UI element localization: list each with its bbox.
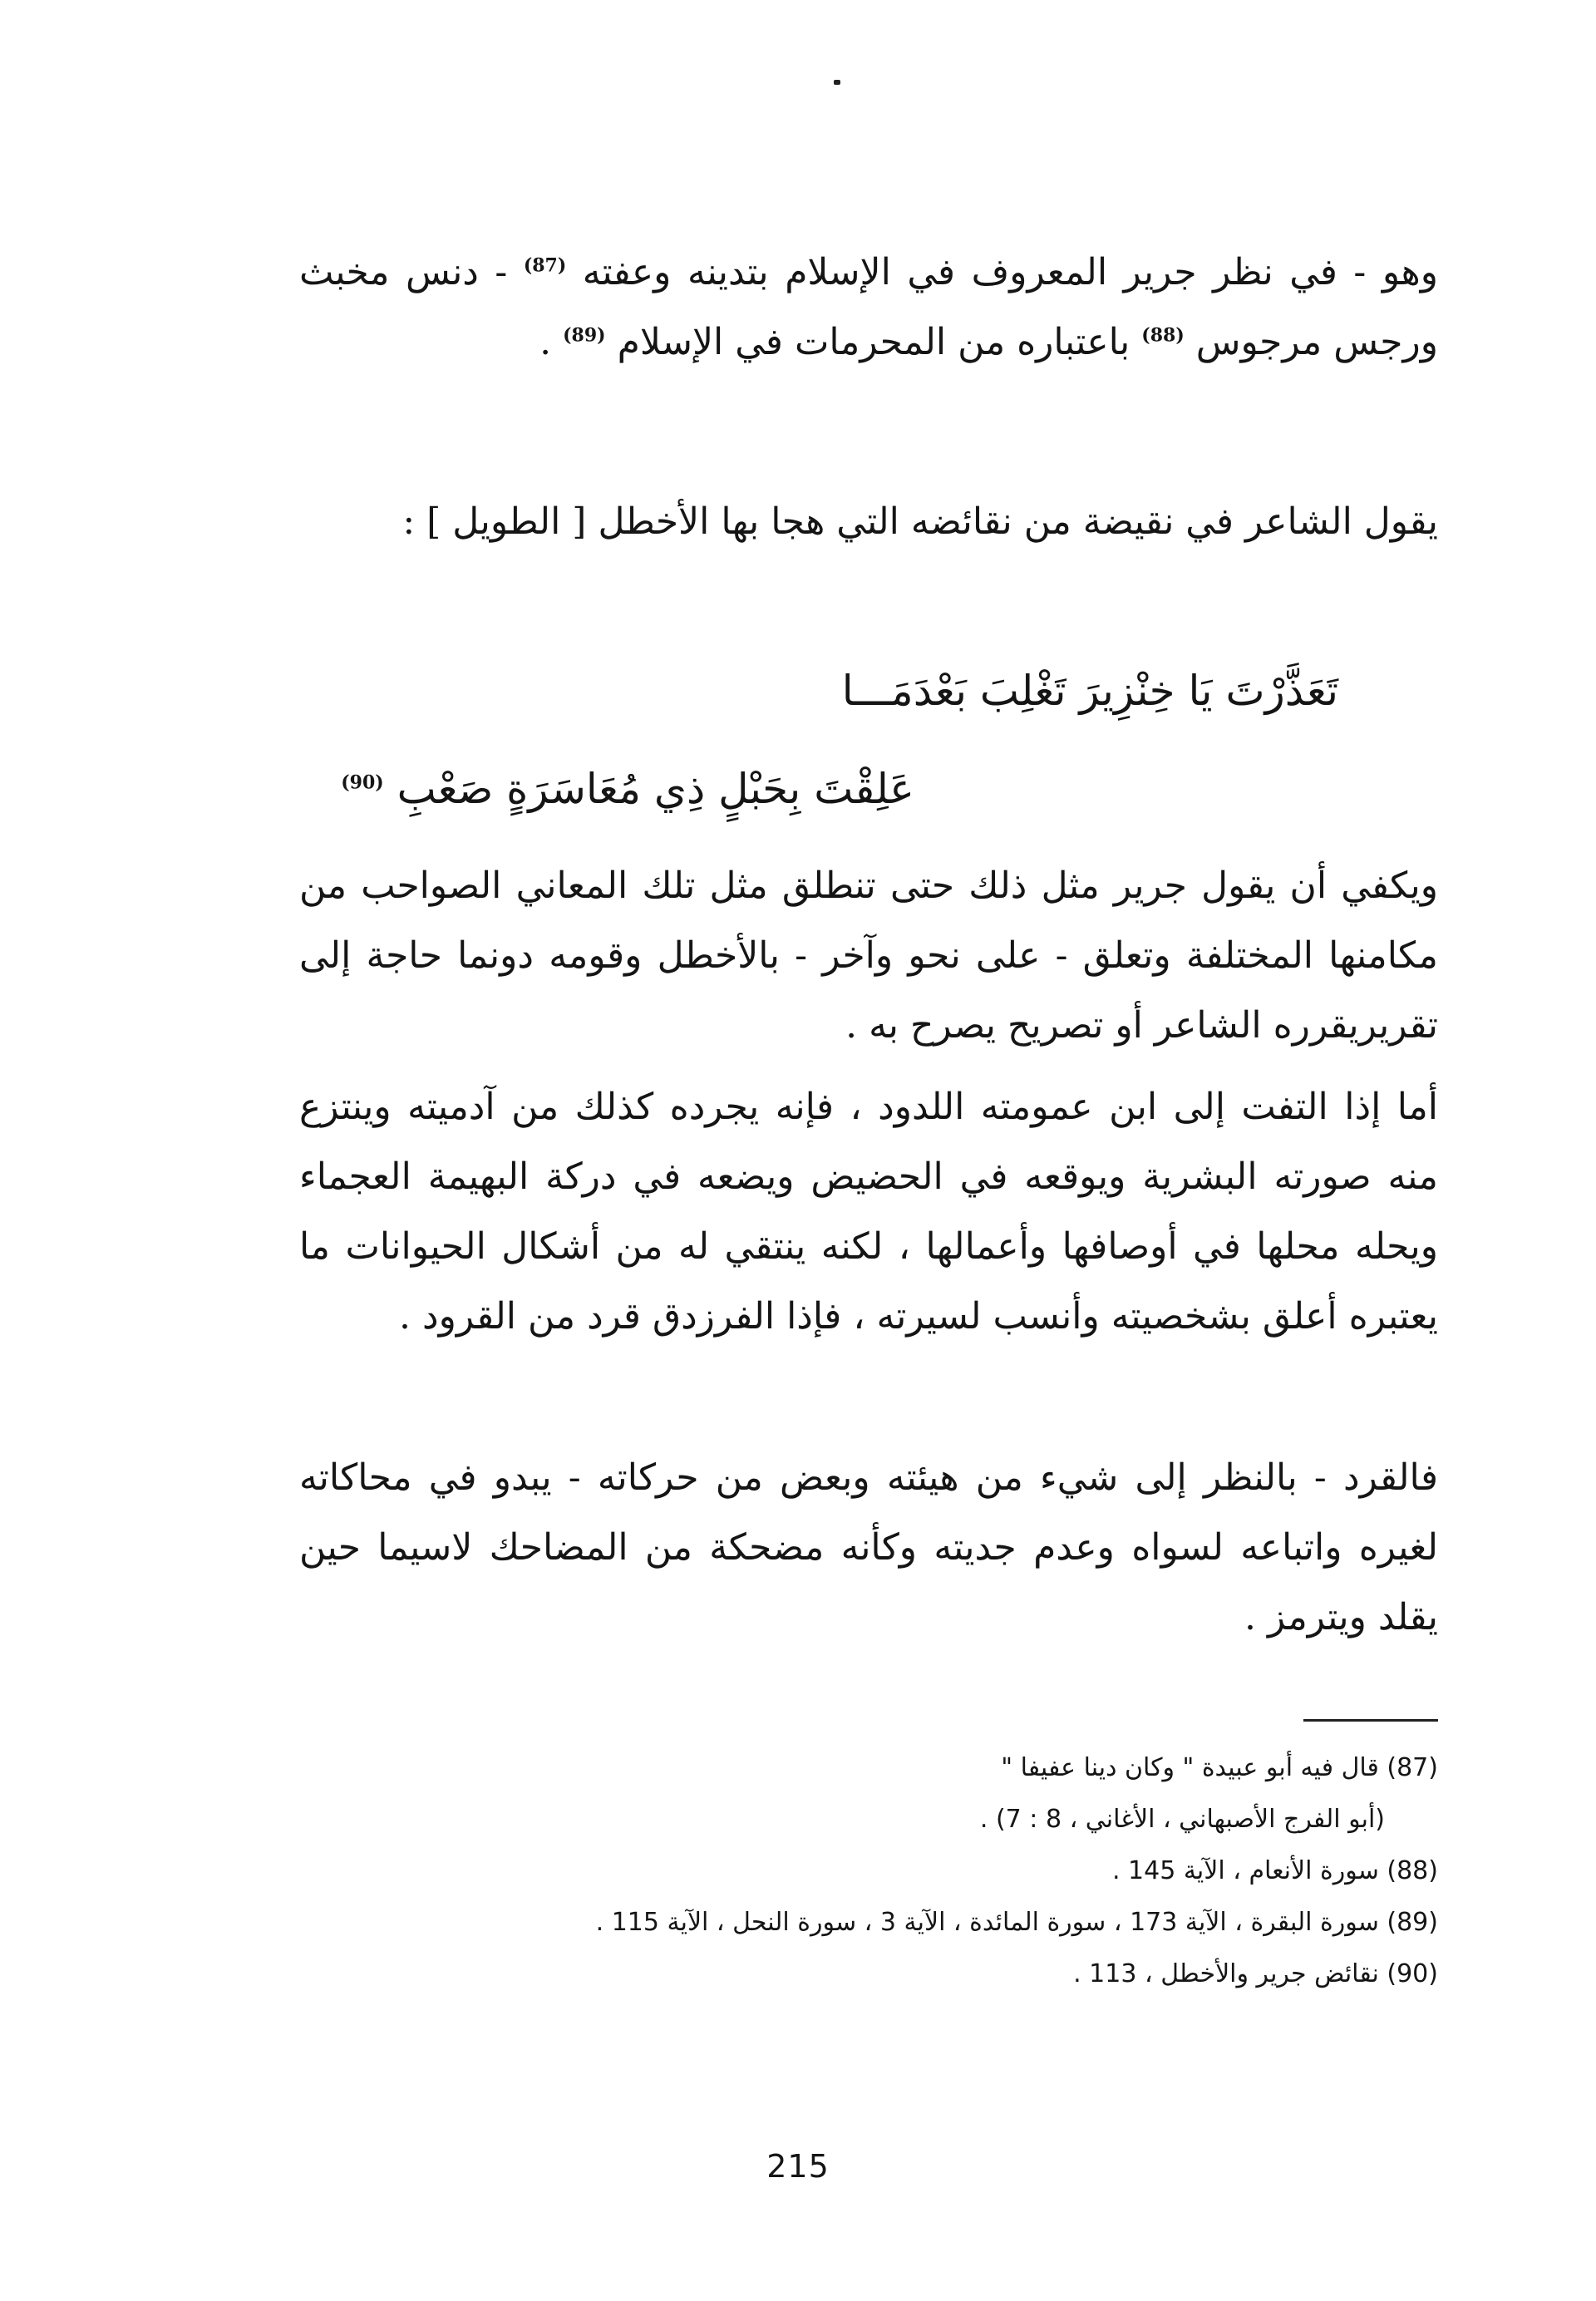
paragraph-4-text: أما إذا التفت إلى ابن عمومته اللدود ، فإنه يجرده كذلك من آدميته وينتزع منه صورته البشرية ويوقعه في الحضيض ويضعه في دركة البهيمة العجماء ويحله محلها في أوصافها وأعمالها ، لكنه ينتقي له من أشكال الحيوانات ما يعتبره أعلق بشخصيته وأنسب لسيرته ، فإذا الفرزدق قرد من القرود . [299, 1086, 1438, 1338]
verse-line-2-text: عَلِقْتَ بِحَبْلٍ ذِي مُعَاسَرَةٍ صَعْبِ [383, 765, 914, 813]
paragraph-1-text-a: وهو - في نظر جرير المعروف في الإسلام بتدينه وعفته [566, 251, 1438, 293]
paragraph-2 [299, 487, 1438, 557]
footnote-ref-87: (87) [523, 254, 567, 277]
page-number: 215 [766, 2148, 830, 2185]
paragraph-3 [299, 851, 1438, 1061]
footnote-divider [1303, 1719, 1438, 1722]
paragraph-3-text: ويكفي أن يقول جرير مثل ذلك حتى تنطلق مثل تلك المعاني الصواحب من مكامنها المختلفة وتعلق - على نحو وآخر - بالأخطل وقومه دونما حاجة إلى تقريريقرره الشاعر أو تصريح يصرح به . [299, 865, 1438, 1047]
footnote-ref-90: (90) [341, 771, 384, 794]
footnote-ref-89: (89) [563, 324, 606, 347]
verse-line-2 [299, 740, 914, 838]
paragraph-1 [299, 238, 1438, 377]
footnote-87-source: (أبو الفرج الأصبهاني ، الأغاني ، 8 : 7) . [979, 1805, 1385, 1834]
footnote-87: (87) قال فيه أبو عبيدة " وكان دينا عفيفا " [1001, 1753, 1438, 1782]
paragraph-1-text-c: باعتباره من المحرمات في الإسلام [605, 321, 1142, 363]
footnote-88: (88) سورة الأنعام ، الآية 145 . [1111, 1856, 1438, 1885]
paragraph-4 [299, 1072, 1438, 1352]
scan-mark [834, 80, 840, 85]
footnotes [299, 1742, 1438, 2000]
footnote-89: (89) سورة البقرة ، الآية 173 ، سورة المائدة ، الآية 3 ، سورة النحل ، الآية 115 . [595, 1908, 1438, 1937]
paragraph-1-text-b: - دنس مخبث ورجس مرجوس [299, 251, 1438, 363]
paragraph-5-text: فالقرد - بالنظر إلى شيء من هيئته وبعض من حركاته - يبدو في محاكاته لغيره واتباعه لسواه وعدم جديته وكأنه مضحكة من المضاحك لاسيما حين يقلد ويترمز . [299, 1456, 1438, 1638]
poem-verse [299, 642, 1438, 838]
footnote-90: (90) نقائض جرير والأخطل ، 113 . [1073, 1959, 1438, 1988]
paragraph-1-text-d: . [539, 321, 564, 363]
paragraph-5 [299, 1443, 1438, 1653]
footnote-ref-88: (88) [1141, 324, 1185, 347]
paragraph-2-text: يقول الشاعر في نقيضة من نقائضه التي هجا بها الأخطل [ الطويل ] : [402, 500, 1438, 543]
verse-line-1: تَعَذَّرْتَ يَا خِنْزِيرَ تَغْلِبَ بَعْدَمَـــا [841, 667, 1338, 715]
